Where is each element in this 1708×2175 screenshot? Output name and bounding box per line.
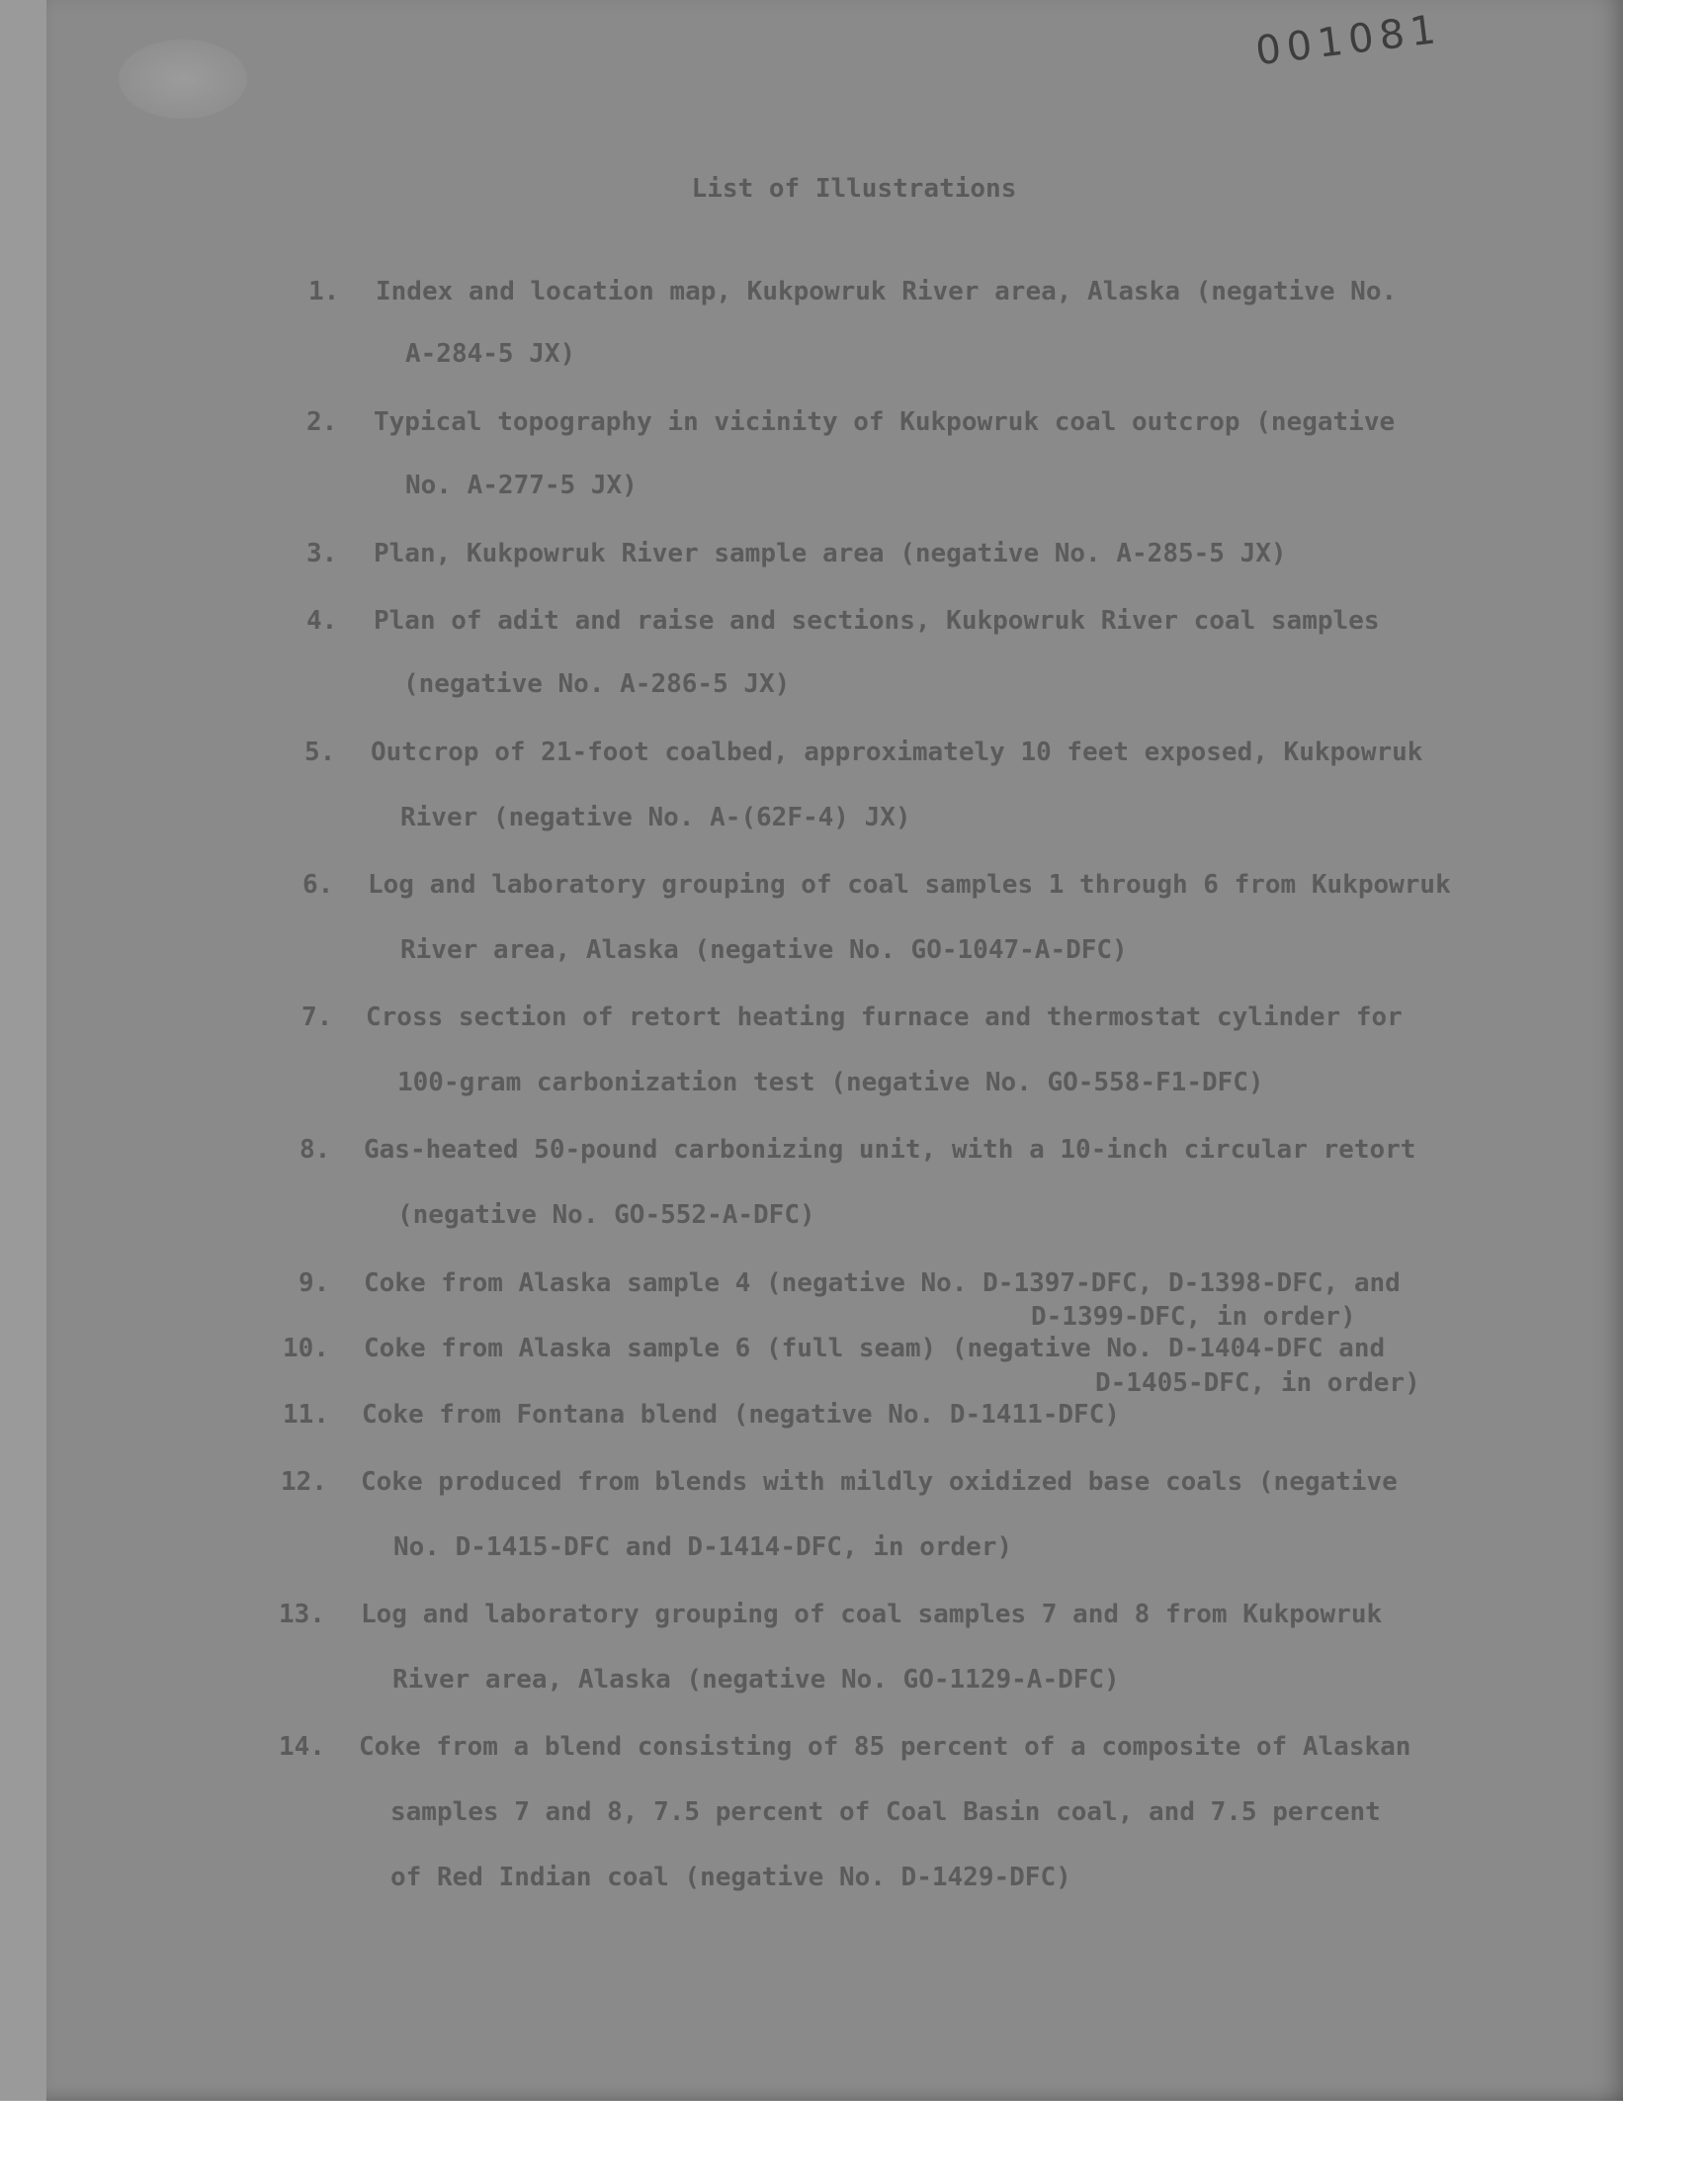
item-number: 2.	[306, 407, 338, 437]
item-text: Coke produced from blends with mildly oxidized base coals (negative	[361, 1467, 1398, 1497]
item-number: 1.	[308, 277, 340, 306]
item-text: of Red Indian coal (negative No. D-1429-DFC)	[390, 1863, 1071, 1892]
item-text: River area, Alaska (negative No. GO-1129-A-DFC)	[392, 1665, 1120, 1695]
item-number: 8.	[299, 1135, 331, 1165]
item-number: 4.	[306, 606, 338, 636]
item-text: Coke from Alaska sample 6 (full seam) (negative No. D-1404-DFC and	[364, 1334, 1386, 1363]
item-text: River (negative No. A-(62F-4) JX)	[400, 803, 911, 832]
item-text: D-1399-DFC, in order)	[1031, 1302, 1356, 1332]
item-text: Outcrop of 21-foot coalbed, approximately 10 feet exposed, Kukpowruk	[371, 738, 1423, 767]
item-text: Cross section of retort heating furnace and thermostat cylinder for	[366, 1002, 1403, 1032]
item-text: (negative No. GO-552-A-DFC)	[397, 1200, 815, 1230]
item-number: 12.	[281, 1467, 327, 1497]
item-text: Typical topography in vicinity of Kukpowruk coal outcrop (negative	[374, 407, 1396, 437]
item-text: D-1405-DFC, in order)	[1095, 1368, 1420, 1398]
item-number: 13.	[279, 1600, 325, 1629]
item-number: 10.	[283, 1334, 329, 1363]
document-page	[46, 0, 1623, 2101]
item-text: Plan of adit and raise and sections, Kukpowruk River coal samples	[374, 606, 1380, 636]
item-number: 5.	[304, 738, 336, 767]
item-text: Log and laboratory grouping of coal samples 1 through 6 from Kukpowruk	[368, 870, 1451, 900]
page-number: 001081	[1252, 6, 1444, 75]
item-text: Index and location map, Kukpowruk River area, Alaska (negative No.	[376, 277, 1398, 306]
item-text: Coke from Alaska sample 4 (negative No. D-1397-DFC, D-1398-DFC, and	[364, 1268, 1401, 1298]
item-text: Coke from a blend consisting of 85 percent of a composite of Alaskan	[359, 1732, 1411, 1762]
item-number: 6.	[302, 870, 334, 900]
ink-smudge	[119, 40, 247, 119]
item-text: (negative No. A-286-5 JX)	[403, 669, 791, 699]
item-number: 14.	[279, 1732, 325, 1762]
item-text: Gas-heated 50-pound carbonizing unit, with a 10-inch circular retort	[364, 1135, 1416, 1165]
item-text: samples 7 and 8, 7.5 percent of Coal Basin coal, and 7.5 percent	[390, 1797, 1381, 1827]
item-number: 9.	[299, 1268, 330, 1298]
item-number: 7.	[301, 1002, 333, 1032]
item-text: River area, Alaska (negative No. GO-1047-A-DFC)	[400, 935, 1128, 965]
page-title: List of Illustrations	[691, 174, 1017, 204]
item-number: 11.	[283, 1400, 329, 1430]
item-text: A-284-5 JX)	[405, 339, 576, 369]
item-number: 3.	[306, 539, 338, 568]
page-margin	[1623, 0, 1708, 2101]
item-text: Log and laboratory grouping of coal samples 7 and 8 from Kukpowruk	[361, 1600, 1383, 1629]
item-text: 100-gram carbonization test (negative No. GO-558-F1-DFC)	[397, 1068, 1264, 1097]
item-text: Coke from Fontana blend (negative No. D-1411-DFC)	[362, 1400, 1121, 1430]
item-text: No. A-277-5 JX)	[405, 471, 638, 500]
item-text: No. D-1415-DFC and D-1414-DFC, in order)	[393, 1532, 1013, 1562]
item-text: Plan, Kukpowruk River sample area (negative No. A-285-5 JX)	[374, 539, 1287, 568]
